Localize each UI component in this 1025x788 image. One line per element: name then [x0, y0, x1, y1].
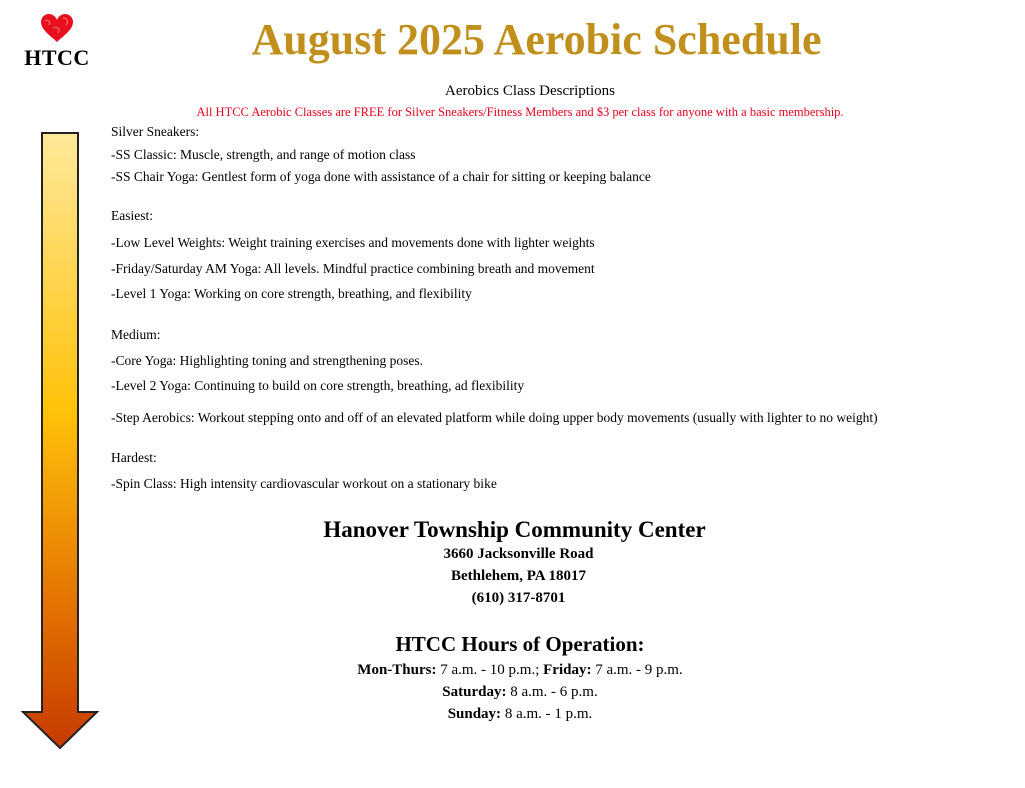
list-item: -Friday/Saturday AM Yoga: All levels. Mindful practice combining breath and movement — [111, 261, 595, 276]
section-heading-medium: Medium: — [111, 327, 161, 342]
down-arrow-icon — [20, 132, 100, 752]
list-item: -Level 1 Yoga: Working on core strength, breathing, and flexibility — [111, 286, 472, 301]
list-item: -Core Yoga: Highlighting toning and strengthening poses. — [111, 353, 423, 368]
pricing-notice: All HTCC Aerobic Classes are FREE for Silver Sneakers/Fitness Members and $3 per class for anyone with a basic membership. — [196, 105, 844, 119]
hours-value: 7 a.m. - 9 p.m. — [595, 662, 683, 678]
list-item: -SS Chair Yoga: Gentlest form of yoga done with assistance of a chair for sitting or keeping balance — [111, 169, 651, 184]
center-phone: (610) 317-8701 — [471, 590, 566, 606]
subtitle: Aerobics Class Descriptions — [445, 83, 615, 99]
center-name: Hanover Township Community Center — [323, 517, 706, 542]
page-title: August 2025 Aerobic Schedule — [251, 15, 822, 64]
logo-text: HTCC — [24, 45, 90, 70]
hours-sunday — [0, 705, 1025, 723]
section-heading-easiest: Easiest: — [111, 208, 153, 223]
center-address-line2: Bethlehem, PA 18017 — [450, 568, 587, 584]
hours-label: Mon-Thurs: — [357, 662, 437, 678]
list-item: -Spin Class: High intensity cardiovascular workout on a stationary bike — [111, 476, 497, 491]
hours-title: HTCC Hours of Operation: — [395, 632, 645, 656]
list-item: -Step Aerobics: Workout stepping onto and off of an elevated platform while doing upper body movements (usually with lighter to no weight) — [111, 410, 878, 425]
hours-value: 8 a.m. - 1 p.m. — [504, 706, 593, 722]
hours-weekday — [0, 661, 1025, 679]
list-item: -SS Classic: Muscle, strength, and range of motion class — [111, 147, 416, 162]
hours-value: 7 a.m. - 10 p.m.; — [440, 662, 540, 678]
hours-value: 8 a.m. - 6 p.m. — [510, 684, 598, 700]
list-item: -Level 2 Yoga: Continuing to build on core strength, breathing, ad flexibility — [111, 378, 525, 393]
section-heading-silver-sneakers: Silver Sneakers: — [111, 124, 200, 139]
hours-label: Friday: — [543, 662, 592, 678]
center-address-line1: 3660 Jacksonville Road — [443, 546, 594, 562]
list-item: -Low Level Weights: Weight training exercises and movements done with lighter weights — [111, 235, 595, 250]
hours-saturday — [0, 683, 1025, 701]
hours-label: Saturday: — [442, 684, 507, 700]
hours-label: Sunday: — [447, 706, 502, 722]
section-heading-hardest: Hardest: — [111, 450, 157, 465]
